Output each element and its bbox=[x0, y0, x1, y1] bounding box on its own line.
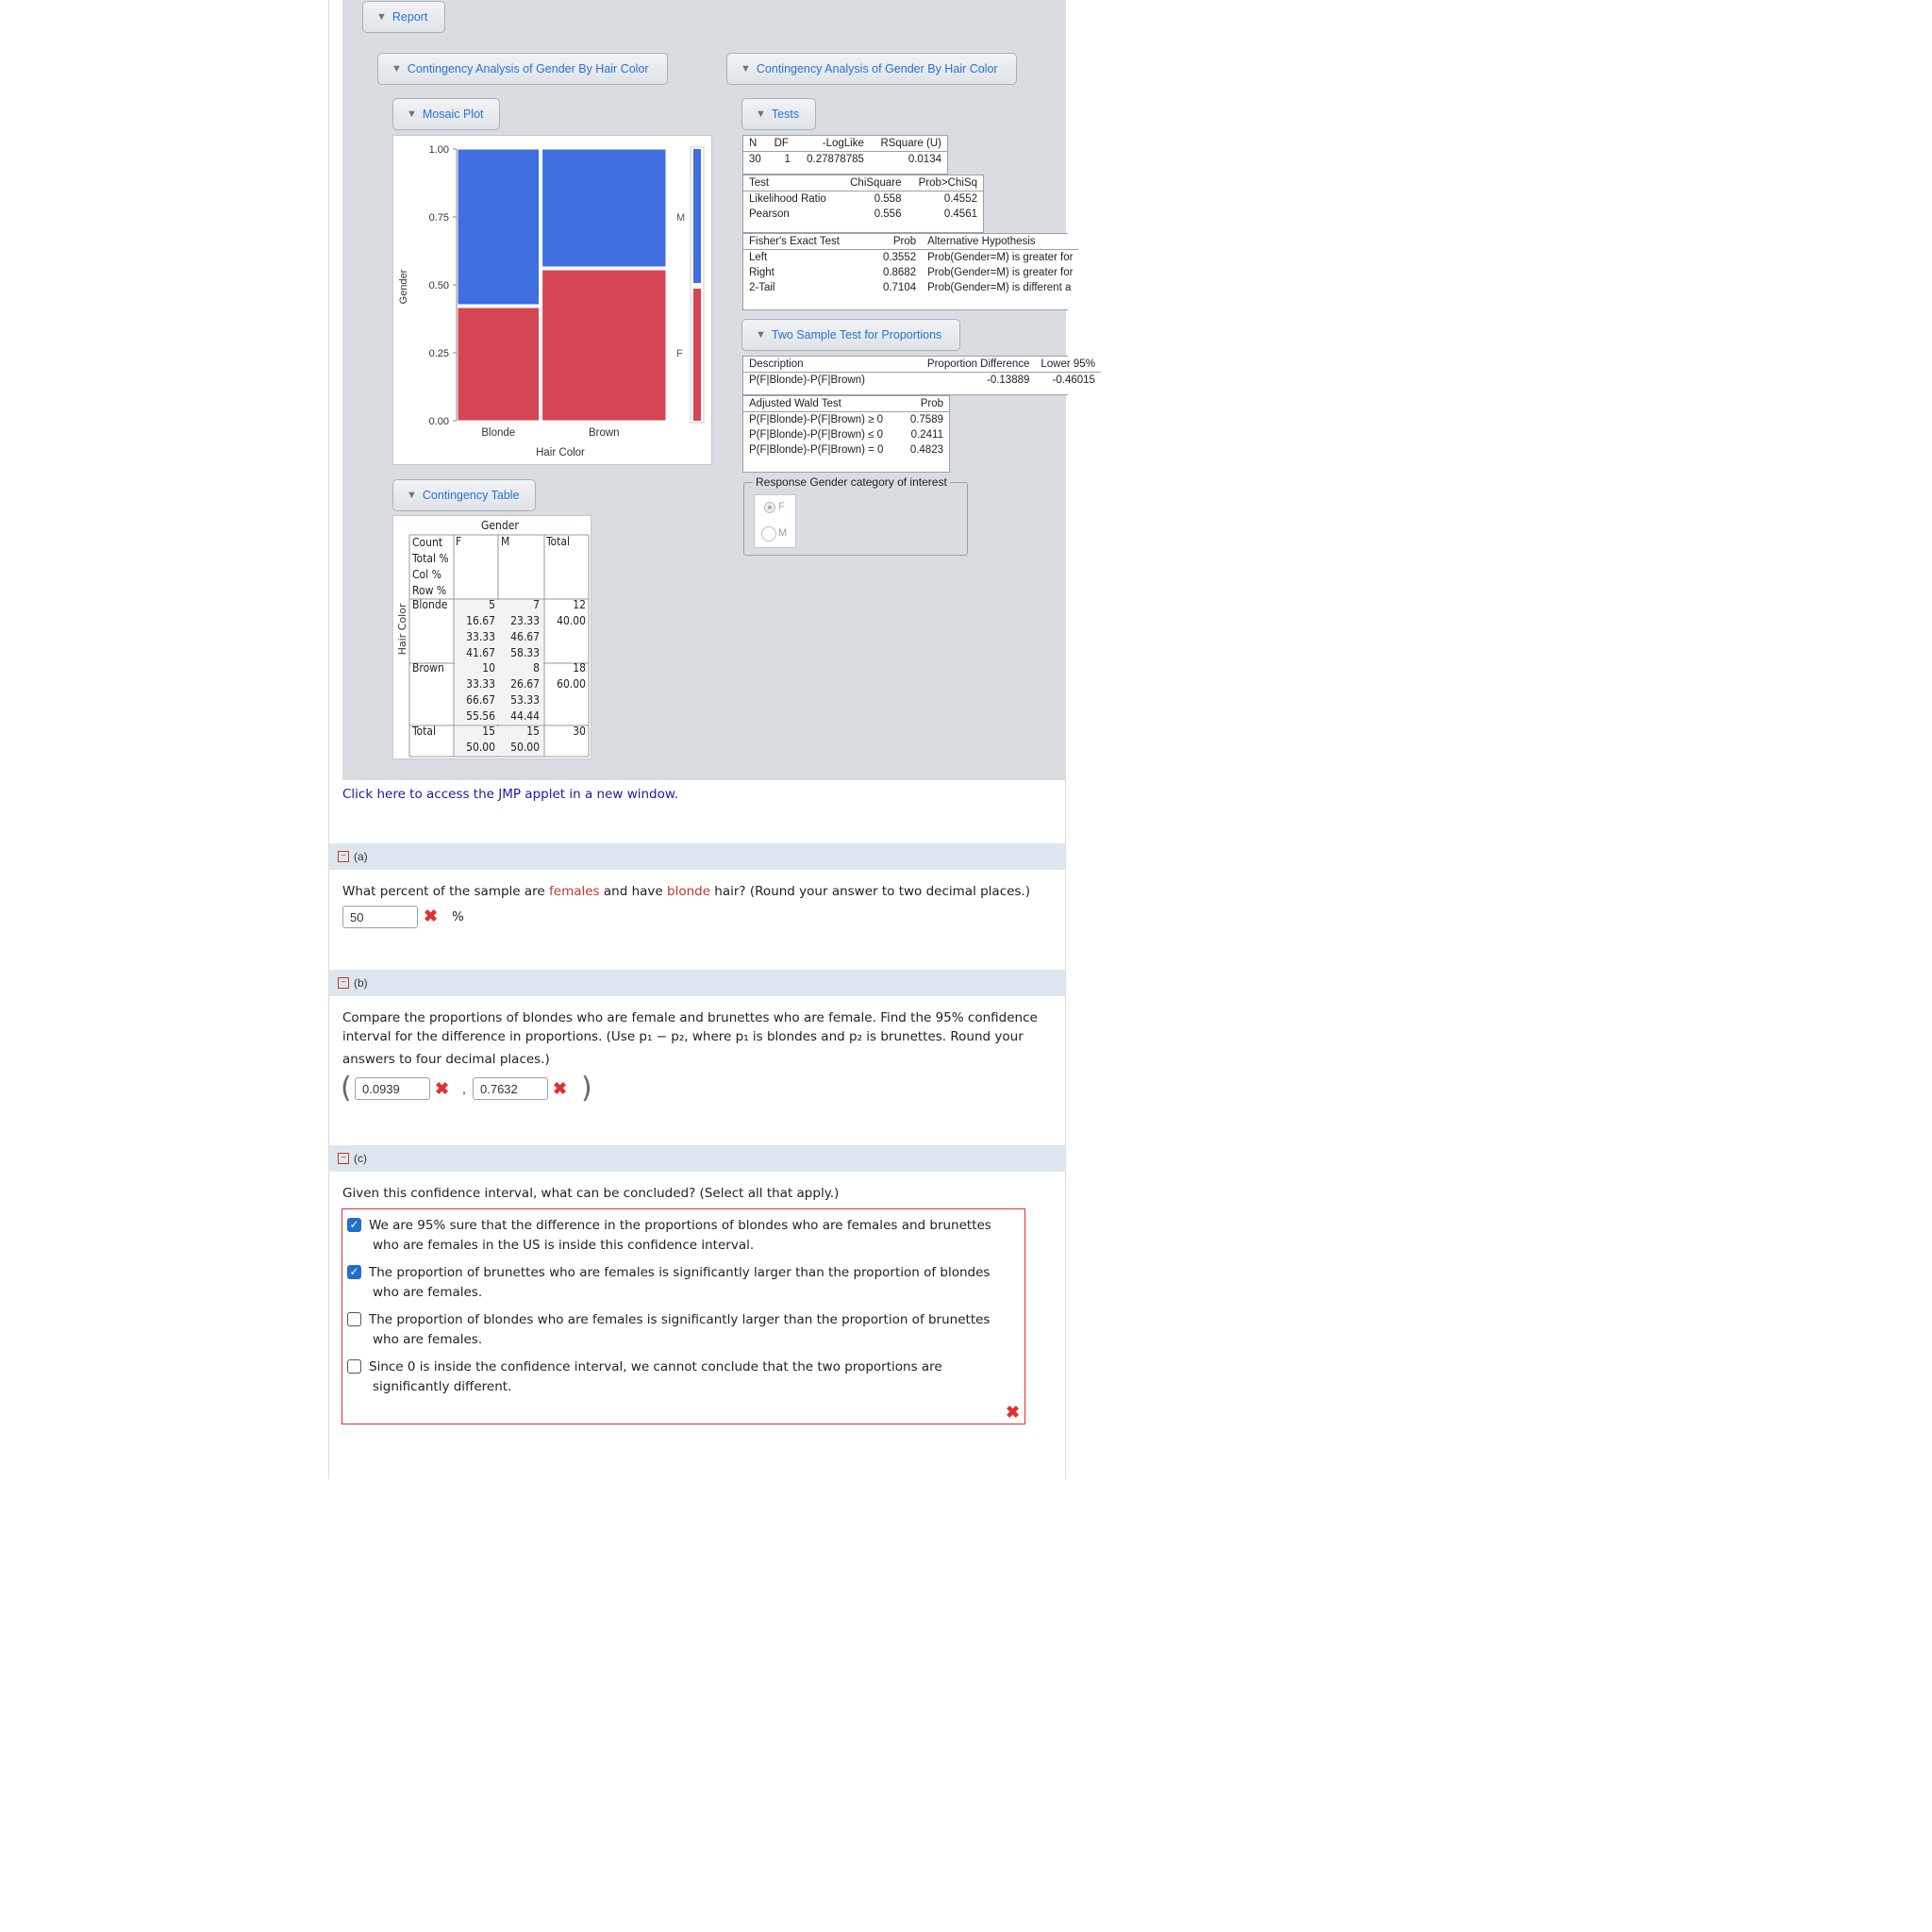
fisher-row-hyp: Prob(Gender=M) is greater for bbox=[927, 252, 1074, 263]
cell-brown-m-count: 8 bbox=[533, 661, 540, 675]
two-sample-title: Two Sample Test for Proportions bbox=[771, 328, 942, 341]
wald-row-label: P(F|Blonde)-P(F|Brown) ≥ 0 bbox=[749, 414, 884, 425]
val-rsquare: 0.0134 bbox=[908, 154, 941, 165]
part-a-unit: % bbox=[452, 909, 464, 924]
report-toggle[interactable] bbox=[362, 1, 445, 33]
part-a-highlight-blonde: blonde bbox=[667, 884, 711, 899]
part-b-lower-input[interactable]: 0.0939 bbox=[355, 1077, 430, 1100]
cell-brown-total-count: 18 bbox=[573, 661, 586, 675]
mosaic-x-tick-label: Brown bbox=[588, 427, 620, 439]
cell-blonde-m-total: 23.33 bbox=[510, 614, 540, 627]
cell-blonde-total-count: 12 bbox=[573, 598, 586, 611]
cell-blonde-total-pct: 40.00 bbox=[557, 614, 586, 627]
contingency-table-toggle[interactable] bbox=[392, 479, 536, 511]
right-analysis-toggle[interactable] bbox=[726, 53, 1017, 85]
part-c-label: (c) bbox=[354, 1152, 367, 1165]
incorrect-icon: ✖ bbox=[553, 1079, 568, 1098]
hair-color-axis-label: Hair Color bbox=[396, 603, 408, 656]
mosaic-right-label-m: M bbox=[676, 212, 686, 224]
cell-total-f-pct: 50.00 bbox=[466, 741, 495, 754]
response-category-title: Response Gender category of interest bbox=[753, 475, 950, 489]
chi-row-prob: 0.4552 bbox=[943, 193, 977, 205]
triangle-down-icon: ▼ bbox=[741, 63, 751, 75]
cell-blonde-m-row: 58.33 bbox=[510, 646, 540, 659]
incorrect-icon: ✖ bbox=[435, 1079, 450, 1098]
fisher-row-label: 2-Tail bbox=[749, 282, 775, 293]
contingency-table bbox=[392, 515, 591, 759]
incorrect-icon: ✖ bbox=[1006, 1403, 1021, 1422]
report-label: Report bbox=[391, 10, 428, 24]
response-radio-box bbox=[754, 494, 796, 548]
stat-label-total-pct: Total % bbox=[412, 552, 449, 565]
wald-row-label: P(F|Blonde)-P(F|Brown) ≤ 0 bbox=[749, 429, 884, 441]
chi-row-label: Likelihood Ratio bbox=[749, 193, 826, 205]
cell-total-m-count: 15 bbox=[526, 724, 540, 738]
chi-row-label: Pearson bbox=[749, 208, 790, 220]
cell-blonde-f-total: 16.67 bbox=[466, 614, 495, 627]
mosaic-bar-f-brown bbox=[542, 270, 666, 421]
radio-f-label: F bbox=[778, 501, 785, 512]
page-left-edge bbox=[328, 0, 329, 1479]
radio-m-label: M bbox=[778, 527, 788, 539]
chi-row-value: 0.556 bbox=[874, 208, 902, 220]
mosaic-y-tick-label: 0.25 bbox=[428, 348, 449, 359]
hdr-rsquare: RSquare (U) bbox=[880, 138, 941, 149]
cell-blonde-m-col: 46.67 bbox=[510, 630, 540, 643]
cell-total-f-count: 15 bbox=[482, 724, 495, 738]
contingency-table-title: Contingency Table bbox=[422, 489, 520, 502]
mosaic-y-tick-label: 0.50 bbox=[428, 280, 449, 291]
part-a-question bbox=[342, 882, 1030, 901]
wald-row-label: P(F|Blonde)-P(F|Brown) = 0 bbox=[749, 444, 884, 456]
two-sample-table bbox=[742, 356, 1095, 395]
val-n: 30 bbox=[749, 154, 761, 165]
part-a-q-prefix: What percent of the sample are bbox=[342, 884, 550, 899]
cell-total-m-pct: 50.00 bbox=[510, 741, 540, 754]
part-b-line3: answers to four decimal places.) bbox=[342, 1052, 550, 1067]
hdr-wald-prob: Prob bbox=[920, 398, 943, 409]
left-analysis-toggle[interactable] bbox=[377, 53, 668, 85]
cell-blonde-f-count: 5 bbox=[489, 598, 495, 611]
part-b-header[interactable] bbox=[329, 970, 1066, 996]
hdr-test: Test bbox=[749, 177, 770, 189]
cell-blonde-m-count: 7 bbox=[533, 598, 540, 611]
tests-summary-table bbox=[742, 135, 948, 175]
row-label-brown: Brown bbox=[412, 661, 444, 675]
mosaic-marginal-m bbox=[693, 149, 701, 283]
part-c-question: Given this confidence interval, what can be concluded? (Select all that apply.) bbox=[342, 1186, 840, 1201]
mosaic-bar-m-blonde bbox=[458, 149, 540, 305]
option-4-checkbox[interactable] bbox=[347, 1359, 361, 1374]
mosaic-bar-f-blonde bbox=[458, 308, 540, 421]
gender-header: Gender bbox=[481, 519, 519, 532]
tests-toggle[interactable] bbox=[741, 98, 816, 130]
cell-brown-m-col: 53.33 bbox=[510, 693, 540, 707]
cell-brown-f-col: 66.67 bbox=[466, 693, 495, 707]
hdr-prob-chisq: Prob>ChiSq bbox=[918, 177, 977, 189]
part-c-header[interactable] bbox=[329, 1145, 1066, 1172]
hdr-loglike: -LogLike bbox=[822, 138, 864, 149]
part-a-q-mid: and have bbox=[599, 884, 667, 899]
part-a-q-suffix: hair? (Round your answer to two decimal places.) bbox=[710, 884, 1031, 899]
jmp-report-panel bbox=[342, 0, 1095, 780]
part-a-header[interactable] bbox=[329, 843, 1066, 870]
hdr-fisher-prob: Prob bbox=[892, 236, 917, 247]
mosaic-y-tick-label: 1.00 bbox=[428, 144, 449, 156]
wald-table bbox=[742, 395, 950, 473]
cell-blonde-f-row: 41.67 bbox=[466, 646, 495, 659]
option-2-checkbox[interactable]: ✓ bbox=[347, 1265, 361, 1279]
option-2-line2: who are females. bbox=[373, 1285, 483, 1300]
triangle-down-icon: ▼ bbox=[376, 11, 387, 23]
hdr-lower95: Lower 95% bbox=[1041, 358, 1095, 370]
hdr-alt-hyp: Alternative Hypothesis bbox=[927, 236, 1036, 247]
mosaic-x-axis-label: Hair Color bbox=[536, 447, 585, 458]
col-header-f: F bbox=[456, 535, 462, 548]
triangle-down-icon: ▼ bbox=[407, 490, 417, 501]
chisquare-table bbox=[742, 175, 984, 233]
cell-blonde-f-col: 33.33 bbox=[466, 630, 495, 643]
row-label-blonde: Blonde bbox=[412, 598, 448, 611]
collapse-icon[interactable]: − bbox=[338, 977, 349, 989]
cell-brown-m-total: 26.67 bbox=[510, 677, 540, 691]
option-1-checkbox[interactable]: ✓ bbox=[347, 1218, 361, 1232]
cell-brown-total-pct: 60.00 bbox=[557, 677, 586, 691]
two-sample-diff: -0.13889 bbox=[986, 375, 1030, 386]
mosaic-x-tick-label: Blonde bbox=[481, 427, 516, 439]
mosaic-plot-svg bbox=[393, 136, 711, 464]
mosaic-y-tick-label: 0.75 bbox=[428, 212, 449, 224]
fisher-table bbox=[742, 233, 1074, 310]
part-a-highlight-females: females bbox=[549, 884, 600, 899]
two-sample-lower: -0.46015 bbox=[1052, 375, 1095, 386]
stat-label-row-pct: Row % bbox=[412, 584, 447, 597]
hdr-description: Description bbox=[749, 358, 804, 370]
fisher-row-label: Right bbox=[749, 267, 774, 278]
option-3-line2: who are females. bbox=[373, 1332, 483, 1347]
mosaic-y-axis-label: Gender bbox=[398, 269, 409, 305]
mosaic-y-tick-label: 0.00 bbox=[428, 416, 449, 427]
jmp-applet-link[interactable]: Click here to access the JMP applet in a new window. bbox=[342, 787, 678, 802]
part-b-line2: interval for the difference in proportions. (Use p₁ − p₂, where p₁ is blondes and p₂ is brunettes. Round your bbox=[342, 1029, 1024, 1044]
fisher-row-hyp: Prob(Gender=M) is greater for bbox=[927, 267, 1074, 278]
triangle-down-icon: ▼ bbox=[756, 108, 766, 120]
triangle-down-icon: ▼ bbox=[756, 329, 766, 341]
fisher-row-prob: 0.8682 bbox=[882, 267, 917, 278]
part-a-answer-input[interactable]: 50 bbox=[342, 906, 418, 928]
part-b-upper-input[interactable]: 0.7632 bbox=[473, 1077, 548, 1100]
option-4-line2: significantly different. bbox=[373, 1379, 512, 1394]
mosaic-right-label-f: F bbox=[676, 348, 683, 359]
chi-row-prob: 0.4561 bbox=[943, 208, 977, 220]
collapse-icon[interactable]: − bbox=[338, 851, 349, 862]
wald-row-prob: 0.4823 bbox=[909, 444, 943, 456]
radio-m[interactable] bbox=[761, 526, 776, 541]
col-header-m: M bbox=[501, 535, 510, 548]
hdr-n: N bbox=[749, 138, 758, 149]
hdr-chisquare: ChiSquare bbox=[850, 177, 902, 189]
hdr-fisher: Fisher's Exact Test bbox=[749, 236, 840, 247]
hdr-prop-diff: Proportion Difference bbox=[926, 358, 1030, 370]
val-loglike: 0.27878785 bbox=[807, 154, 864, 165]
wald-row-prob: 0.2411 bbox=[910, 429, 943, 441]
incorrect-icon: ✖ bbox=[424, 907, 439, 925]
fisher-row-prob: 0.3552 bbox=[882, 252, 917, 263]
open-paren: ( bbox=[341, 1072, 352, 1105]
cell-grand-total: 30 bbox=[573, 724, 586, 738]
two-sample-desc: P(F|Blonde)-P(F|Brown) bbox=[749, 375, 865, 386]
mosaic-plot-title: Mosaic Plot bbox=[422, 108, 484, 121]
mosaic-plot bbox=[392, 135, 712, 465]
cell-brown-f-row: 55.56 bbox=[466, 709, 495, 723]
mosaic-plot-toggle[interactable] bbox=[392, 98, 500, 130]
part-b-label: (b) bbox=[354, 976, 368, 990]
row-label-total: Total bbox=[412, 724, 437, 738]
val-df: 1 bbox=[784, 154, 791, 165]
option-1-line1: We are 95% sure that the difference in the proportions of blondes who are females and brunettes bbox=[369, 1218, 991, 1233]
option-4-line1: Since 0 is inside the confidence interval, we cannot conclude that the two proportions are bbox=[369, 1359, 942, 1374]
hdr-df: DF bbox=[774, 138, 789, 149]
col-header-total: Total bbox=[546, 535, 571, 548]
comma-separator: , bbox=[462, 1081, 466, 1096]
part-b-line1: Compare the proportions of blondes who are female and brunettes who are female. Find the 95% confidence bbox=[342, 1010, 1038, 1025]
hdr-wald: Adjusted Wald Test bbox=[749, 398, 841, 409]
fisher-row-label: Left bbox=[749, 252, 768, 263]
mosaic-bar-m-brown bbox=[542, 149, 666, 267]
option-3-checkbox[interactable] bbox=[347, 1312, 361, 1326]
option-2-line1: The proportion of brunettes who are females is significantly larger than the proportion of blondes bbox=[369, 1265, 991, 1280]
triangle-down-icon: ▼ bbox=[407, 108, 417, 120]
left-analysis-title: Contingency Analysis of Gender By Hair Color bbox=[407, 62, 649, 75]
part-a-label: (a) bbox=[354, 850, 368, 863]
right-analysis-title: Contingency Analysis of Gender By Hair Color bbox=[756, 62, 998, 75]
stat-label-count: Count bbox=[412, 536, 443, 549]
collapse-icon[interactable]: − bbox=[338, 1153, 349, 1164]
triangle-down-icon: ▼ bbox=[391, 63, 402, 75]
close-paren: ) bbox=[581, 1072, 592, 1105]
two-sample-toggle[interactable] bbox=[741, 319, 960, 351]
cell-brown-f-total: 33.33 bbox=[466, 677, 495, 691]
fisher-row-prob: 0.7104 bbox=[882, 282, 917, 293]
tests-title: Tests bbox=[771, 108, 800, 121]
stat-label-col-pct: Col % bbox=[412, 568, 441, 581]
option-3-line1: The proportion of blondes who are females is significantly larger than the proportion of brunettes bbox=[369, 1312, 991, 1327]
cell-brown-m-row: 44.44 bbox=[510, 709, 540, 723]
fisher-row-hyp: Prob(Gender=M) is different a bbox=[927, 282, 1072, 293]
mosaic-marginal-f bbox=[693, 289, 701, 421]
cell-brown-f-count: 10 bbox=[482, 661, 495, 675]
wald-row-prob: 0.7589 bbox=[909, 414, 943, 425]
option-1-line2: who are females in the US is inside this confidence interval. bbox=[373, 1238, 755, 1253]
chi-row-value: 0.558 bbox=[874, 193, 902, 205]
radio-f[interactable] bbox=[764, 502, 775, 513]
